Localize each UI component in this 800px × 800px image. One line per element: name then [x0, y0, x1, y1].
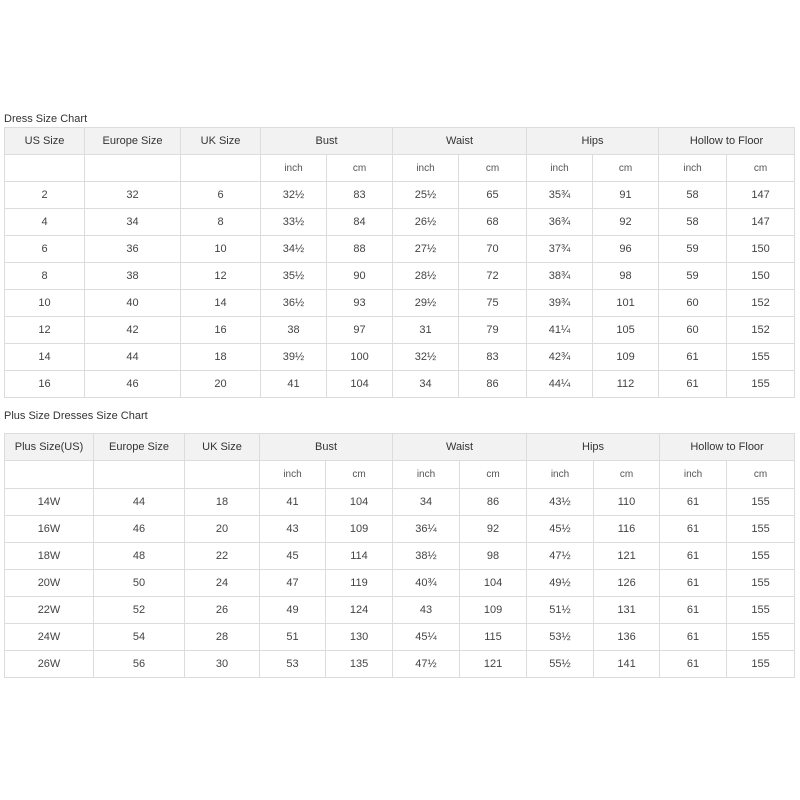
- table-cell: 39½: [261, 344, 327, 371]
- table-cell: 4: [5, 209, 85, 236]
- empty-cell: [5, 155, 85, 182]
- table-cell: 136: [594, 624, 660, 651]
- table-cell: 42¾: [527, 344, 593, 371]
- table-cell: 35¾: [527, 182, 593, 209]
- table-cell: 20: [185, 516, 260, 543]
- header-row: [5, 434, 795, 461]
- table-cell: 75: [459, 290, 527, 317]
- plus-size-table: [4, 433, 795, 678]
- table-cell: 28½: [393, 263, 459, 290]
- empty-cell: [181, 155, 261, 182]
- table-cell: 49½: [527, 570, 594, 597]
- table-row: [5, 371, 795, 398]
- table-cell: 104: [326, 489, 393, 516]
- column-header-bust: Bust: [260, 434, 393, 461]
- table-cell: 70: [459, 236, 527, 263]
- table-row: [5, 344, 795, 371]
- table-cell: 41: [260, 489, 326, 516]
- table-cell: 147: [727, 209, 795, 236]
- empty-cell: [94, 461, 185, 489]
- table-cell: 43½: [527, 489, 594, 516]
- table-cell: 28: [185, 624, 260, 651]
- table-cell: 41¼: [527, 317, 593, 344]
- table-cell: 44: [94, 489, 185, 516]
- table-cell: 32: [85, 182, 181, 209]
- table-cell: 61: [660, 516, 727, 543]
- table-cell: 44: [85, 344, 181, 371]
- table-cell: 104: [460, 570, 527, 597]
- table-cell: 44¼: [527, 371, 593, 398]
- table-cell: 155: [727, 570, 795, 597]
- table-cell: 41: [261, 371, 327, 398]
- table-cell: 152: [727, 317, 795, 344]
- table-cell: 61: [659, 344, 727, 371]
- table-cell: 47: [260, 570, 326, 597]
- table-cell: 38: [85, 263, 181, 290]
- table-cell: 58: [659, 182, 727, 209]
- table-row: [5, 570, 795, 597]
- unit-header: inch: [660, 461, 727, 489]
- column-header-hollow-to-floor: Hollow to Floor: [659, 128, 795, 155]
- column-header-europe-size: Europe Size: [94, 434, 185, 461]
- unit-header: cm: [594, 461, 660, 489]
- table-cell: 155: [727, 651, 795, 678]
- table-cell: 34½: [261, 236, 327, 263]
- table-cell: 115: [460, 624, 527, 651]
- table-cell: 83: [327, 182, 393, 209]
- table-cell: 150: [727, 263, 795, 290]
- table-cell: 14W: [5, 489, 94, 516]
- table-cell: 29½: [393, 290, 459, 317]
- table-cell: 155: [727, 624, 795, 651]
- table-cell: 59: [659, 263, 727, 290]
- table-cell: 22W: [5, 597, 94, 624]
- table-cell: 38½: [393, 543, 460, 570]
- table-cell: 37¾: [527, 236, 593, 263]
- table-cell: 109: [593, 344, 659, 371]
- table-cell: 35½: [261, 263, 327, 290]
- table-cell: 36¼: [393, 516, 460, 543]
- table-cell: 109: [460, 597, 527, 624]
- table-cell: 16W: [5, 516, 94, 543]
- unit-header: inch: [659, 155, 727, 182]
- table-cell: 141: [594, 651, 660, 678]
- dress-size-chart-title: Dress Size Chart: [4, 113, 88, 125]
- empty-cell: [185, 461, 260, 489]
- table-cell: 104: [327, 371, 393, 398]
- table-cell: 114: [326, 543, 393, 570]
- table-cell: 60: [659, 317, 727, 344]
- table-cell: 16: [181, 317, 261, 344]
- unit-header: cm: [727, 155, 795, 182]
- unit-header: cm: [460, 461, 527, 489]
- table-cell: 90: [327, 263, 393, 290]
- table-row: [5, 317, 795, 344]
- table-cell: 34: [393, 371, 459, 398]
- table-row: [5, 597, 795, 624]
- table-cell: 26: [185, 597, 260, 624]
- table-cell: 8: [5, 263, 85, 290]
- table-row: [5, 651, 795, 678]
- table-cell: 8: [181, 209, 261, 236]
- table-cell: 49: [260, 597, 326, 624]
- table-cell: 109: [326, 516, 393, 543]
- table-cell: 6: [181, 182, 261, 209]
- table-cell: 45½: [527, 516, 594, 543]
- table-cell: 46: [94, 516, 185, 543]
- table-row: [5, 624, 795, 651]
- table-row: [5, 182, 795, 209]
- unit-header: inch: [527, 461, 594, 489]
- table-cell: 36: [85, 236, 181, 263]
- table-cell: 12: [181, 263, 261, 290]
- table-row: [5, 209, 795, 236]
- table-cell: 121: [460, 651, 527, 678]
- table-row: [5, 516, 795, 543]
- plus-size-chart-title: Plus Size Dresses Size Chart: [4, 410, 148, 422]
- table-cell: 43: [393, 597, 460, 624]
- dress-size-table: [4, 127, 795, 398]
- table-cell: 112: [593, 371, 659, 398]
- table-cell: 53½: [527, 624, 594, 651]
- table-cell: 45¼: [393, 624, 460, 651]
- unit-header: cm: [326, 461, 393, 489]
- column-header-waist: Waist: [393, 434, 527, 461]
- table-row: [5, 263, 795, 290]
- table-cell: 38¾: [527, 263, 593, 290]
- dress-table-body: [5, 182, 795, 398]
- table-cell: 61: [660, 489, 727, 516]
- table-cell: 97: [327, 317, 393, 344]
- unit-header: cm: [459, 155, 527, 182]
- table-cell: 72: [459, 263, 527, 290]
- table-cell: 100: [327, 344, 393, 371]
- table-cell: 6: [5, 236, 85, 263]
- table-cell: 88: [327, 236, 393, 263]
- table-cell: 32½: [261, 182, 327, 209]
- column-header-hips: Hips: [527, 128, 659, 155]
- table-cell: 18W: [5, 543, 94, 570]
- table-cell: 105: [593, 317, 659, 344]
- column-header-europe-size: Europe Size: [85, 128, 181, 155]
- table-cell: 20: [181, 371, 261, 398]
- table-cell: 61: [660, 543, 727, 570]
- plus-table-body: [5, 489, 795, 678]
- unit-header: cm: [327, 155, 393, 182]
- column-header-hips: Hips: [527, 434, 660, 461]
- table-cell: 39¾: [527, 290, 593, 317]
- table-cell: 48: [94, 543, 185, 570]
- table-cell: 36½: [261, 290, 327, 317]
- table-cell: 65: [459, 182, 527, 209]
- table-cell: 10: [181, 236, 261, 263]
- table-cell: 124: [326, 597, 393, 624]
- table-cell: 27½: [393, 236, 459, 263]
- table-cell: 119: [326, 570, 393, 597]
- table-cell: 14: [5, 344, 85, 371]
- table-row: [5, 543, 795, 570]
- unit-header: cm: [593, 155, 659, 182]
- table-cell: 56: [94, 651, 185, 678]
- table-cell: 26½: [393, 209, 459, 236]
- table-cell: 12: [5, 317, 85, 344]
- table-cell: 20W: [5, 570, 94, 597]
- table-cell: 55½: [527, 651, 594, 678]
- table-cell: 58: [659, 209, 727, 236]
- table-cell: 42: [85, 317, 181, 344]
- table-cell: 155: [727, 489, 795, 516]
- table-cell: 155: [727, 344, 795, 371]
- column-header-hollow-to-floor: Hollow to Floor: [660, 434, 795, 461]
- table-cell: 155: [727, 597, 795, 624]
- table-cell: 147: [727, 182, 795, 209]
- table-cell: 38: [261, 317, 327, 344]
- table-cell: 131: [594, 597, 660, 624]
- table-cell: 22: [185, 543, 260, 570]
- table-cell: 98: [460, 543, 527, 570]
- column-header-uk-size: UK Size: [181, 128, 261, 155]
- table-cell: 36¾: [527, 209, 593, 236]
- table-cell: 31: [393, 317, 459, 344]
- table-cell: 61: [660, 624, 727, 651]
- unit-row: [5, 155, 795, 182]
- table-cell: 98: [593, 263, 659, 290]
- table-cell: 61: [659, 371, 727, 398]
- empty-cell: [5, 461, 94, 489]
- table-cell: 40: [85, 290, 181, 317]
- table-row: [5, 236, 795, 263]
- column-header-uk-size: UK Size: [185, 434, 260, 461]
- table-cell: 33½: [261, 209, 327, 236]
- unit-row: [5, 461, 795, 489]
- table-cell: 84: [327, 209, 393, 236]
- table-cell: 152: [727, 290, 795, 317]
- table-cell: 61: [660, 570, 727, 597]
- table-cell: 47½: [527, 543, 594, 570]
- table-cell: 86: [460, 489, 527, 516]
- unit-header: inch: [261, 155, 327, 182]
- table-cell: 61: [660, 651, 727, 678]
- table-cell: 155: [727, 543, 795, 570]
- table-cell: 24: [185, 570, 260, 597]
- table-cell: 116: [594, 516, 660, 543]
- table-cell: 96: [593, 236, 659, 263]
- table-cell: 93: [327, 290, 393, 317]
- table-cell: 130: [326, 624, 393, 651]
- table-cell: 54: [94, 624, 185, 651]
- table-cell: 53: [260, 651, 326, 678]
- table-cell: 26W: [5, 651, 94, 678]
- table-row: [5, 489, 795, 516]
- table-cell: 126: [594, 570, 660, 597]
- table-cell: 34: [393, 489, 460, 516]
- table-cell: 32½: [393, 344, 459, 371]
- header-row: [5, 128, 795, 155]
- column-header-waist: Waist: [393, 128, 527, 155]
- table-cell: 24W: [5, 624, 94, 651]
- table-cell: 45: [260, 543, 326, 570]
- table-cell: 60: [659, 290, 727, 317]
- column-header-plus-size-us: Plus Size(US): [5, 434, 94, 461]
- table-cell: 101: [593, 290, 659, 317]
- unit-header: inch: [527, 155, 593, 182]
- table-cell: 30: [185, 651, 260, 678]
- column-header-bust: Bust: [261, 128, 393, 155]
- table-cell: 51: [260, 624, 326, 651]
- table-cell: 91: [593, 182, 659, 209]
- table-cell: 14: [181, 290, 261, 317]
- table-cell: 25½: [393, 182, 459, 209]
- table-cell: 86: [459, 371, 527, 398]
- table-row: [5, 290, 795, 317]
- table-cell: 135: [326, 651, 393, 678]
- unit-header: cm: [727, 461, 795, 489]
- column-header-us-size: US Size: [5, 128, 85, 155]
- table-cell: 50: [94, 570, 185, 597]
- table-cell: 34: [85, 209, 181, 236]
- table-cell: 121: [594, 543, 660, 570]
- table-cell: 155: [727, 516, 795, 543]
- table-cell: 59: [659, 236, 727, 263]
- empty-cell: [85, 155, 181, 182]
- table-cell: 10: [5, 290, 85, 317]
- table-cell: 92: [593, 209, 659, 236]
- table-cell: 61: [660, 597, 727, 624]
- table-cell: 47½: [393, 651, 460, 678]
- table-cell: 51½: [527, 597, 594, 624]
- table-cell: 18: [181, 344, 261, 371]
- table-cell: 92: [460, 516, 527, 543]
- table-cell: 43: [260, 516, 326, 543]
- table-cell: 79: [459, 317, 527, 344]
- table-cell: 68: [459, 209, 527, 236]
- table-cell: 150: [727, 236, 795, 263]
- table-cell: 83: [459, 344, 527, 371]
- table-cell: 155: [727, 371, 795, 398]
- table-cell: 16: [5, 371, 85, 398]
- table-cell: 52: [94, 597, 185, 624]
- table-cell: 2: [5, 182, 85, 209]
- table-cell: 18: [185, 489, 260, 516]
- table-cell: 110: [594, 489, 660, 516]
- table-cell: 40¾: [393, 570, 460, 597]
- table-cell: 46: [85, 371, 181, 398]
- unit-header: inch: [393, 461, 460, 489]
- unit-header: inch: [260, 461, 326, 489]
- unit-header: inch: [393, 155, 459, 182]
